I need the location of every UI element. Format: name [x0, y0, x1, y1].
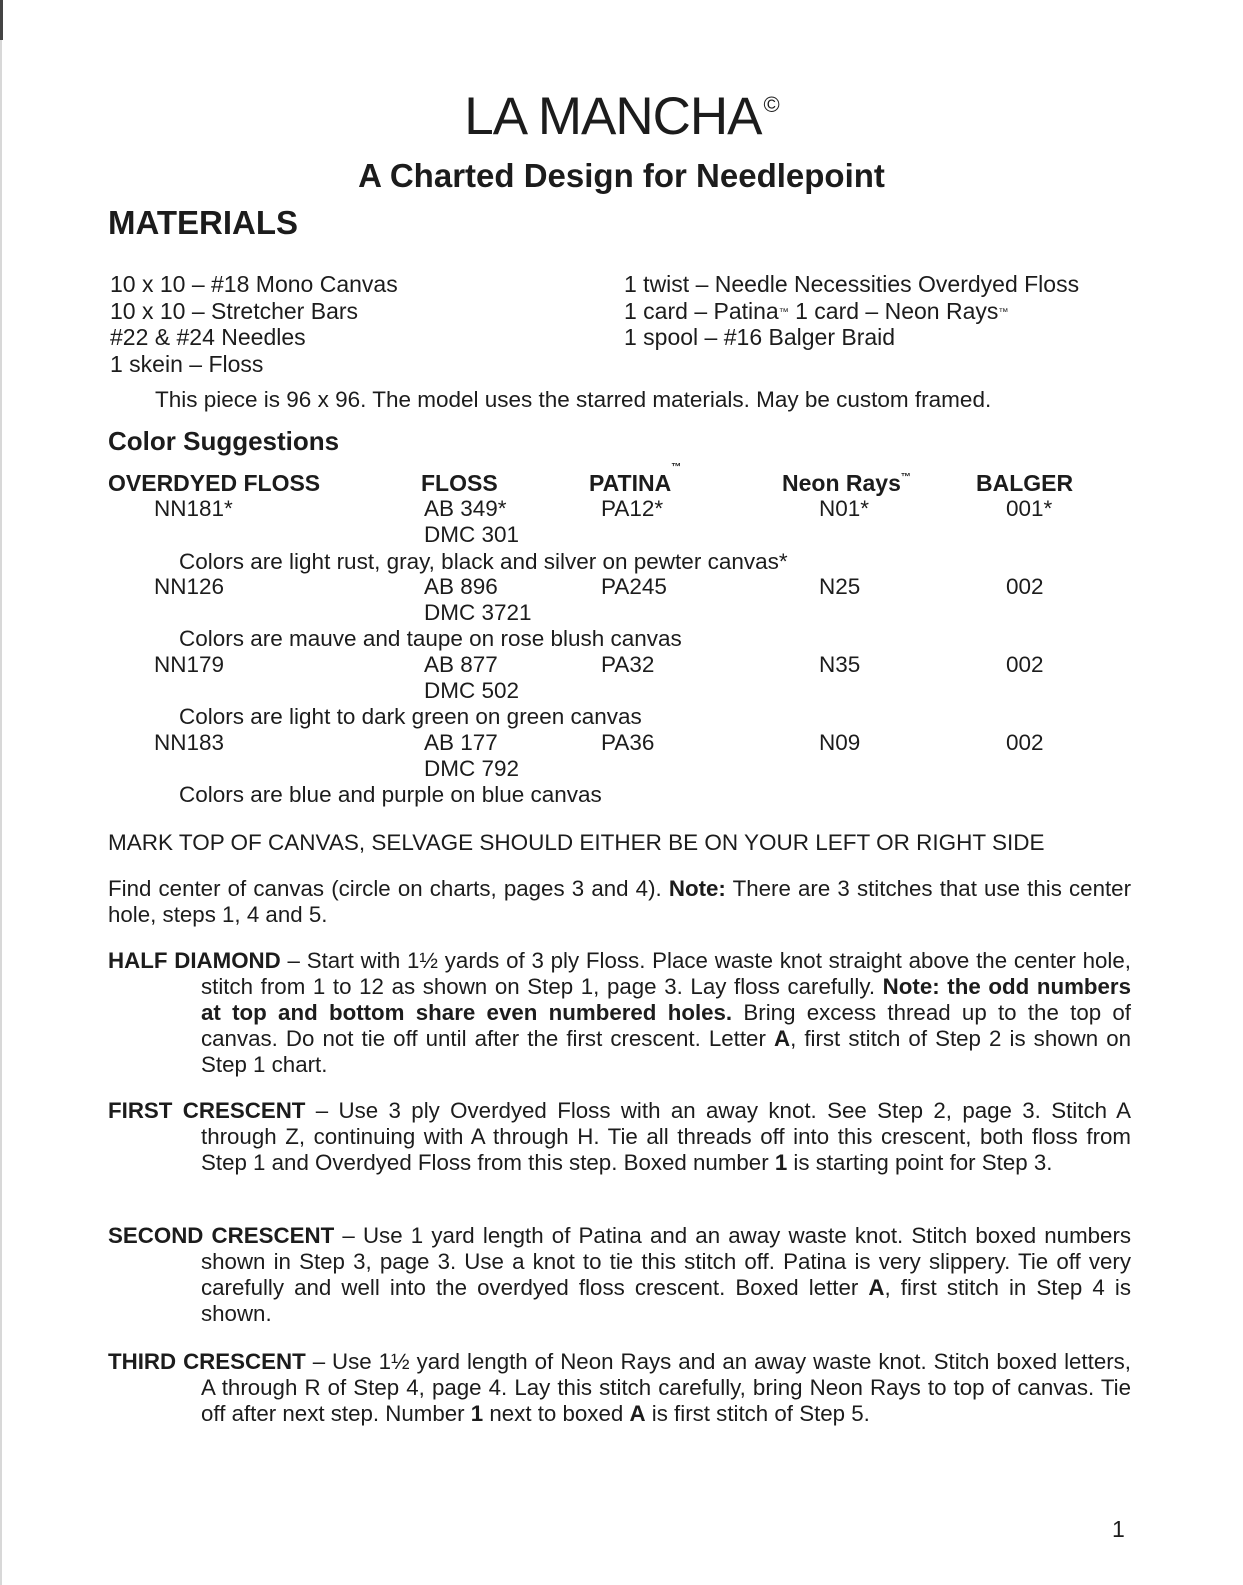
cell-floss-ab: AB 877: [424, 652, 498, 677]
cell-floss-dmc: DMC 301: [424, 522, 520, 547]
col-header-patina: PATINA™: [589, 462, 682, 496]
cell-floss-ab: AB 349*: [424, 496, 507, 521]
step-half-diamond: HALF DIAMOND – Start with 1½ yards of 3 ply Floss. Place waste knot straight above the center hole, stitch from 1 to 12 as shown on Step 1, page 3. Lay floss carefully. Note: the odd numbers at top and bottom share even numbered holes. Bring excess thread up to the top of canvas. Do not tie off until after the first crescent. Letter A, first stitch of Step 2 is shown on Step 1 chart.: [108, 948, 1131, 1077]
step-label: SECOND CRESCENT: [108, 1223, 335, 1248]
trademark-mark: ™: [671, 462, 682, 473]
mark-top-instruction: MARK TOP OF CANVAS, SELVAGE SHOULD EITHER BE ON YOUR LEFT OR RIGHT SIDE: [108, 830, 1045, 855]
material-item: 10 x 10 – #18 Mono Canvas: [110, 271, 398, 297]
cell-floss-dmc: DMC 792: [424, 756, 520, 781]
color-note: Colors are blue and purple on blue canvas: [179, 782, 602, 807]
materials-heading: MATERIALS: [108, 204, 299, 241]
piece-note: This piece is 96 x 96. The model uses the starred materials. May be custom framed.: [155, 387, 992, 412]
material-item: 1 skein – Floss: [110, 350, 264, 377]
step-third-crescent: THIRD CRESCENT – Use 1½ yard length of Neon Rays and an away waste knot. Stitch boxed letters, A through R of Step 4, page 4. Lay this stitch carefully, bring Neon Rays to top of canvas. Tie off after next step. Number 1 next to boxed A is first stitch of Step 5.: [108, 1349, 1131, 1426]
cell-overdyed: NN183: [154, 730, 225, 755]
edge-mark: [0, 0, 3, 40]
cell-floss-ab: AB 177: [424, 730, 498, 755]
page-subtitle: A Charted Design for Needlepoint: [358, 157, 885, 194]
materials-list-left: [110, 271, 398, 377]
cell-overdyed: NN179: [154, 652, 225, 677]
trademark-mark: ™: [998, 306, 1009, 318]
cell-neon: N01*: [819, 496, 870, 521]
cell-floss-dmc: DMC 3721: [424, 600, 532, 625]
material-item: 1 card – Patina™ 1 card – Neon Rays™: [624, 297, 1009, 324]
step-first-crescent: FIRST CRESCENT – Use 3 ply Overdyed Floss with an away knot. See Step 2, page 3. Stitch A through Z, continuing with A through H. Tie all threads off into this crescent, both floss from Step 1 and Overdyed Floss from this step. Boxed number 1 is starting point for Step 3.: [108, 1098, 1131, 1175]
cell-balger: 001*: [1006, 496, 1053, 521]
material-item: 1 spool – #16 Balger Braid: [624, 324, 896, 350]
materials-list-right: [624, 271, 1079, 351]
trademark-mark: ™: [900, 472, 911, 483]
cell-neon: N09: [819, 730, 861, 755]
cell-balger: 002: [1006, 574, 1044, 599]
cell-patina: PA12*: [601, 496, 664, 521]
cell-patina: PA245: [601, 574, 667, 599]
cell-neon: N35: [819, 652, 861, 677]
cell-patina: PA32: [601, 652, 655, 677]
col-header-overdyed: OVERDYED FLOSS: [108, 470, 321, 496]
page-edge: [0, 0, 2, 1585]
material-item: 1 twist – Needle Necessities Overdyed Floss: [624, 271, 1080, 297]
find-center-instruction: Find center of canvas (circle on charts, pages 3 and 4). Note: There are 3 stitches that use this center hole, steps 1, 4 and 5.: [108, 876, 1131, 927]
trademark-mark: ™: [778, 306, 789, 318]
cell-floss-dmc: DMC 502: [424, 678, 520, 703]
cell-overdyed: NN181*: [154, 496, 233, 521]
step-label: FIRST CRESCENT: [108, 1098, 306, 1123]
copyright-mark: ©: [763, 92, 779, 117]
step-label: HALF DIAMOND: [108, 948, 281, 973]
material-item: 10 x 10 – Stretcher Bars: [110, 297, 359, 324]
col-header-balger: BALGER: [976, 470, 1074, 496]
col-header-neon: Neon Rays™: [782, 470, 911, 496]
col-header-floss: FLOSS: [421, 470, 498, 496]
step-label: THIRD CRESCENT: [108, 1349, 306, 1374]
cell-balger: 002: [1006, 652, 1044, 677]
color-note: Colors are mauve and taupe on rose blush canvas: [179, 626, 682, 651]
cell-floss-ab: AB 896: [424, 574, 498, 599]
step-second-crescent: SECOND CRESCENT – Use 1 yard length of Patina and an away waste knot. Stitch boxed numbers shown in Step 3, page 3. Use a knot to tie this stitch off. Patina is very slippery. Tie off very carefully and well into the overdyed floss crescent. Boxed letter A, first stitch in Step 4 is shown.: [108, 1223, 1132, 1326]
cell-neon: N25: [819, 574, 861, 599]
cell-overdyed: NN126: [154, 574, 225, 599]
material-item: #22 & #24 Needles: [110, 324, 306, 350]
cell-balger: 002: [1006, 730, 1044, 755]
page-title: [0, 86, 1243, 147]
color-suggestions-heading: Color Suggestions: [108, 426, 340, 456]
title-text: LA MANCHA: [464, 87, 762, 146]
color-note: Colors are light to dark green on green canvas: [179, 704, 642, 729]
cell-patina: PA36: [601, 730, 655, 755]
color-note: Colors are light rust, gray, black and silver on pewter canvas*: [179, 549, 788, 574]
page-number: 1: [1112, 1516, 1125, 1542]
